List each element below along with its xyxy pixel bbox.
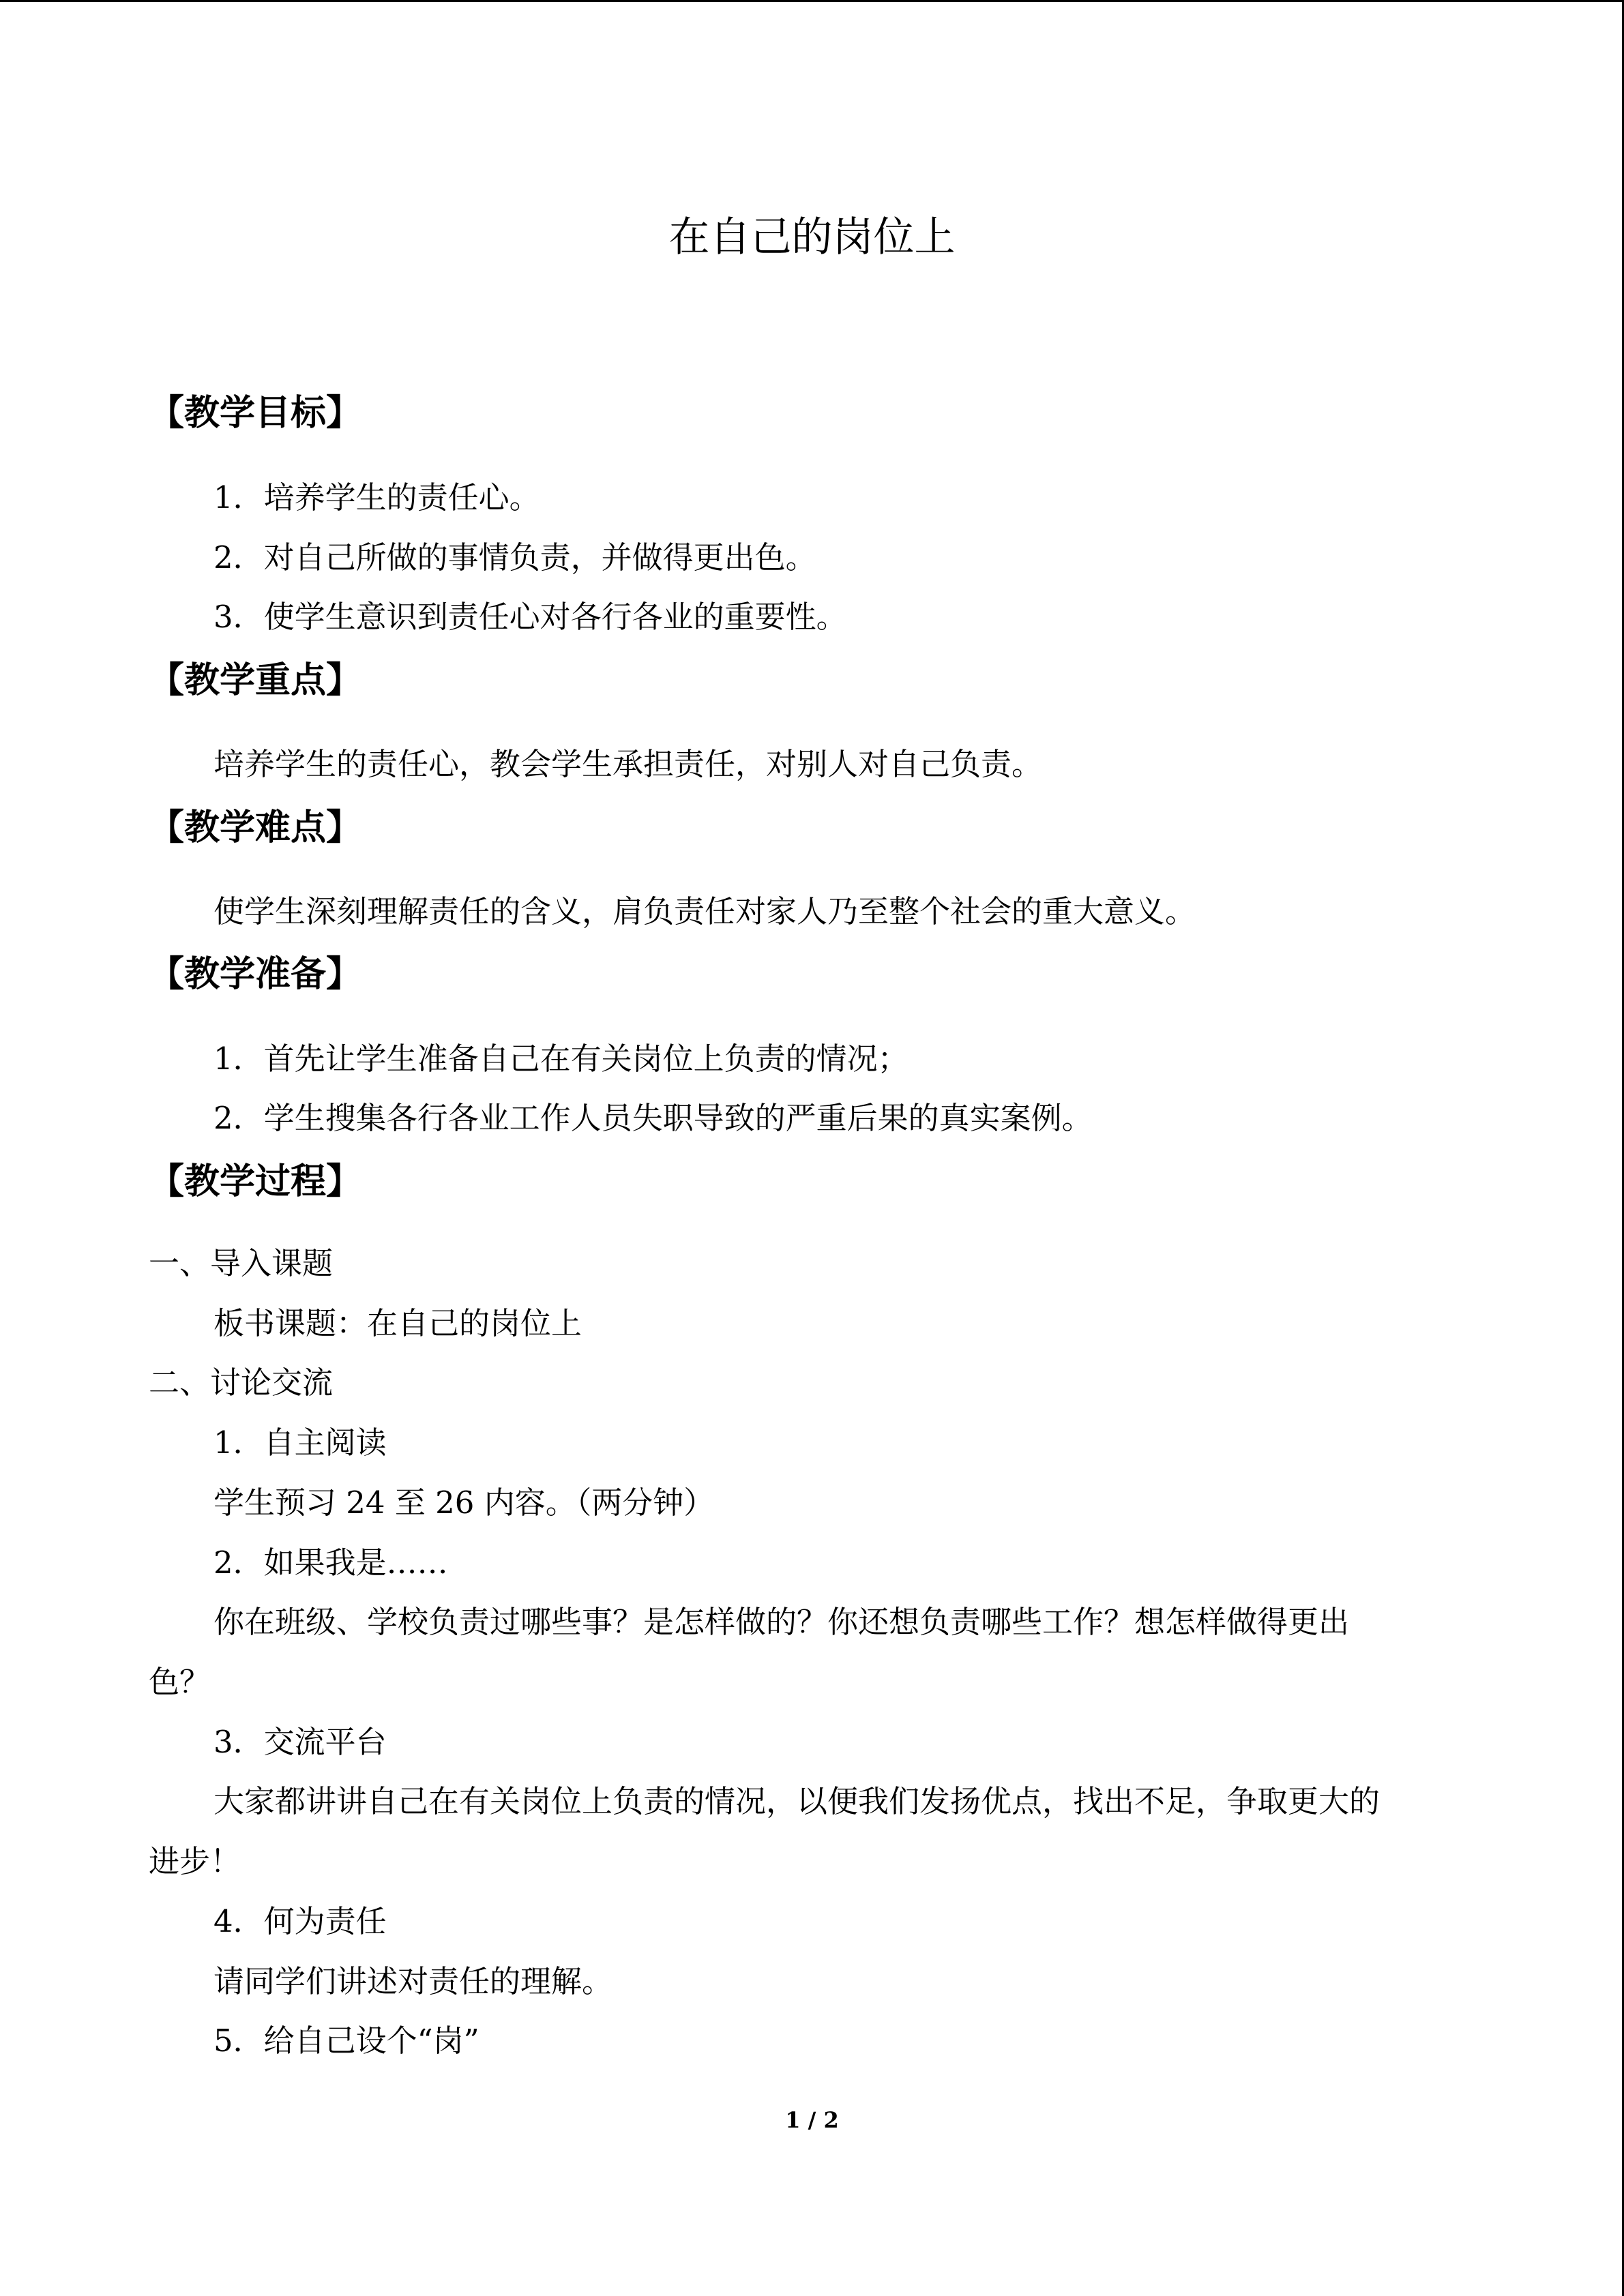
process-line: 色？ [149,1664,211,1700]
page-number: 1 / 2 [785,2107,839,2133]
section-heading-process: 【教学过程】 [149,1161,362,1202]
process-line: 3．交流平台 [213,1724,387,1760]
section-heading-prep: 【教学准备】 [149,954,362,995]
section-heading-difficulty: 【教学难点】 [149,807,362,848]
process-line: 1．自主阅读 [213,1425,387,1461]
section-heading-goals: 【教学目标】 [149,393,362,434]
difficulty-text: 使学生深刻理解责任的含义，肩负责任对家人乃至整个社会的重大意义。 [213,893,1196,929]
section-heading-focus: 【教学重点】 [149,660,362,701]
process-line: 板书课题：在自己的岗位上 [213,1305,582,1341]
process-line: 进步！ [149,1843,241,1879]
process-line: 一、导入课题 [149,1245,334,1281]
process-line: 学生预习 24 至 26 内容。（两分钟） [213,1485,715,1521]
page-title: 在自己的岗位上 [668,213,956,261]
prep-item: 1．首先让学生准备自己在有关岗位上负责的情况； [213,1041,909,1077]
process-line: 二、讨论交流 [149,1365,334,1401]
goal-item: 1．培养学生的责任心。 [213,479,540,516]
focus-text: 培养学生的责任心，教会学生承担责任，对别人对自己负责。 [213,746,1043,782]
process-line: 请同学们讲述对责任的理解。 [213,1963,613,1999]
process-line: 4．何为责任 [213,1903,387,1939]
process-line: 你在班级、学校负责过哪些事？是怎样做的？你还想负责哪些工作？想怎样做得更出 [213,1604,1350,1640]
process-line: 2．如果我是…… [213,1545,448,1581]
goal-item: 2．对自己所做的事情负责，并做得更出色。 [213,539,816,576]
goal-item: 3．使学生意识到责任心对各行各业的重要性。 [213,599,847,635]
process-line: 5．给自己设个“岗” [213,2023,479,2059]
prep-item: 2．学生搜集各行各业工作人员失职导致的严重后果的真实案例。 [213,1100,1093,1136]
process-line: 大家都讲讲自己在有关岗位上负责的情况，以便我们发扬优点，找出不足，争取更大的 [213,1783,1381,1819]
